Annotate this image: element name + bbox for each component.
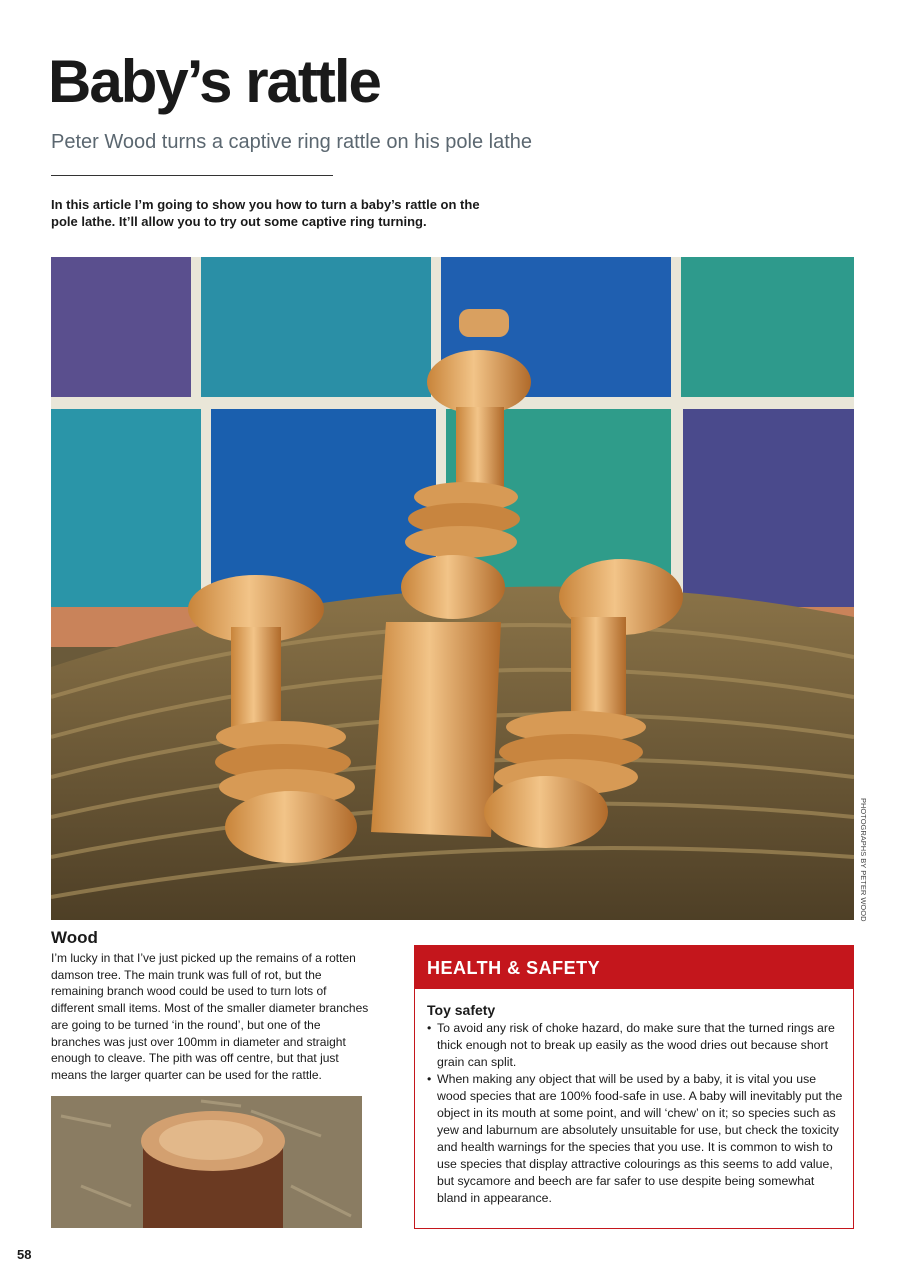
list-item: • When making any object that will be used by a baby, it is vital you use wood species that are 100% food-safe in use. A baby will inevitably put the object in its mouth at some point, and will ‘chew’ on it; so species such as yew and laburnum are absolutely unsuitable for use, but check the toxicity and health warnings for the species that you use. It is common to wish to use species that display attractive colourings as this seems to add value, but sycamore and beech are far safer to use despite being somewhat bland in appearance. (427, 1071, 843, 1207)
stump-photo (51, 1096, 362, 1228)
health-safety-title: HEALTH & SAFETY (415, 946, 853, 989)
photo-credit: PHOTOGRAPHS BY PETER WOOD (859, 798, 868, 922)
article-subtitle: Peter Wood turns a captive ring rattle on his pole lathe (51, 131, 533, 153)
health-safety-subtitle: Toy safety (427, 1002, 496, 1018)
article-title: Baby’s rattle (48, 48, 380, 115)
wood-heading: Wood (51, 928, 98, 947)
health-safety-box (414, 945, 854, 1229)
rattles-photo (51, 257, 854, 920)
list-item: • To avoid any risk of choke hazard, do make sure that the turned rings are thick enough not to break up easily as the wood dries out because short grain can split. (427, 1020, 843, 1071)
wood-body: I’m lucky in that I’ve just picked up the remains of a rotten damson tree. The main trunk was full of rot, but the remaining branch wood could be used to turn lots of different small items. Most of the smaller diameter branches are going to be turned ‘in the round’, but one of the branches was just over 100mm in diameter and straight enough to cleave. The pith was off centre, but that just means the larger quarter can be used for the rattle. (51, 951, 369, 1082)
health-safety-list (427, 1020, 843, 1207)
article-intro: In this article I’m going to show you how to turn a baby’s rattle on the pole lathe. It’ll allow you to try out some captive ring turning. (51, 197, 480, 229)
title-divider (51, 175, 333, 176)
page-number: 58 (17, 1247, 32, 1262)
